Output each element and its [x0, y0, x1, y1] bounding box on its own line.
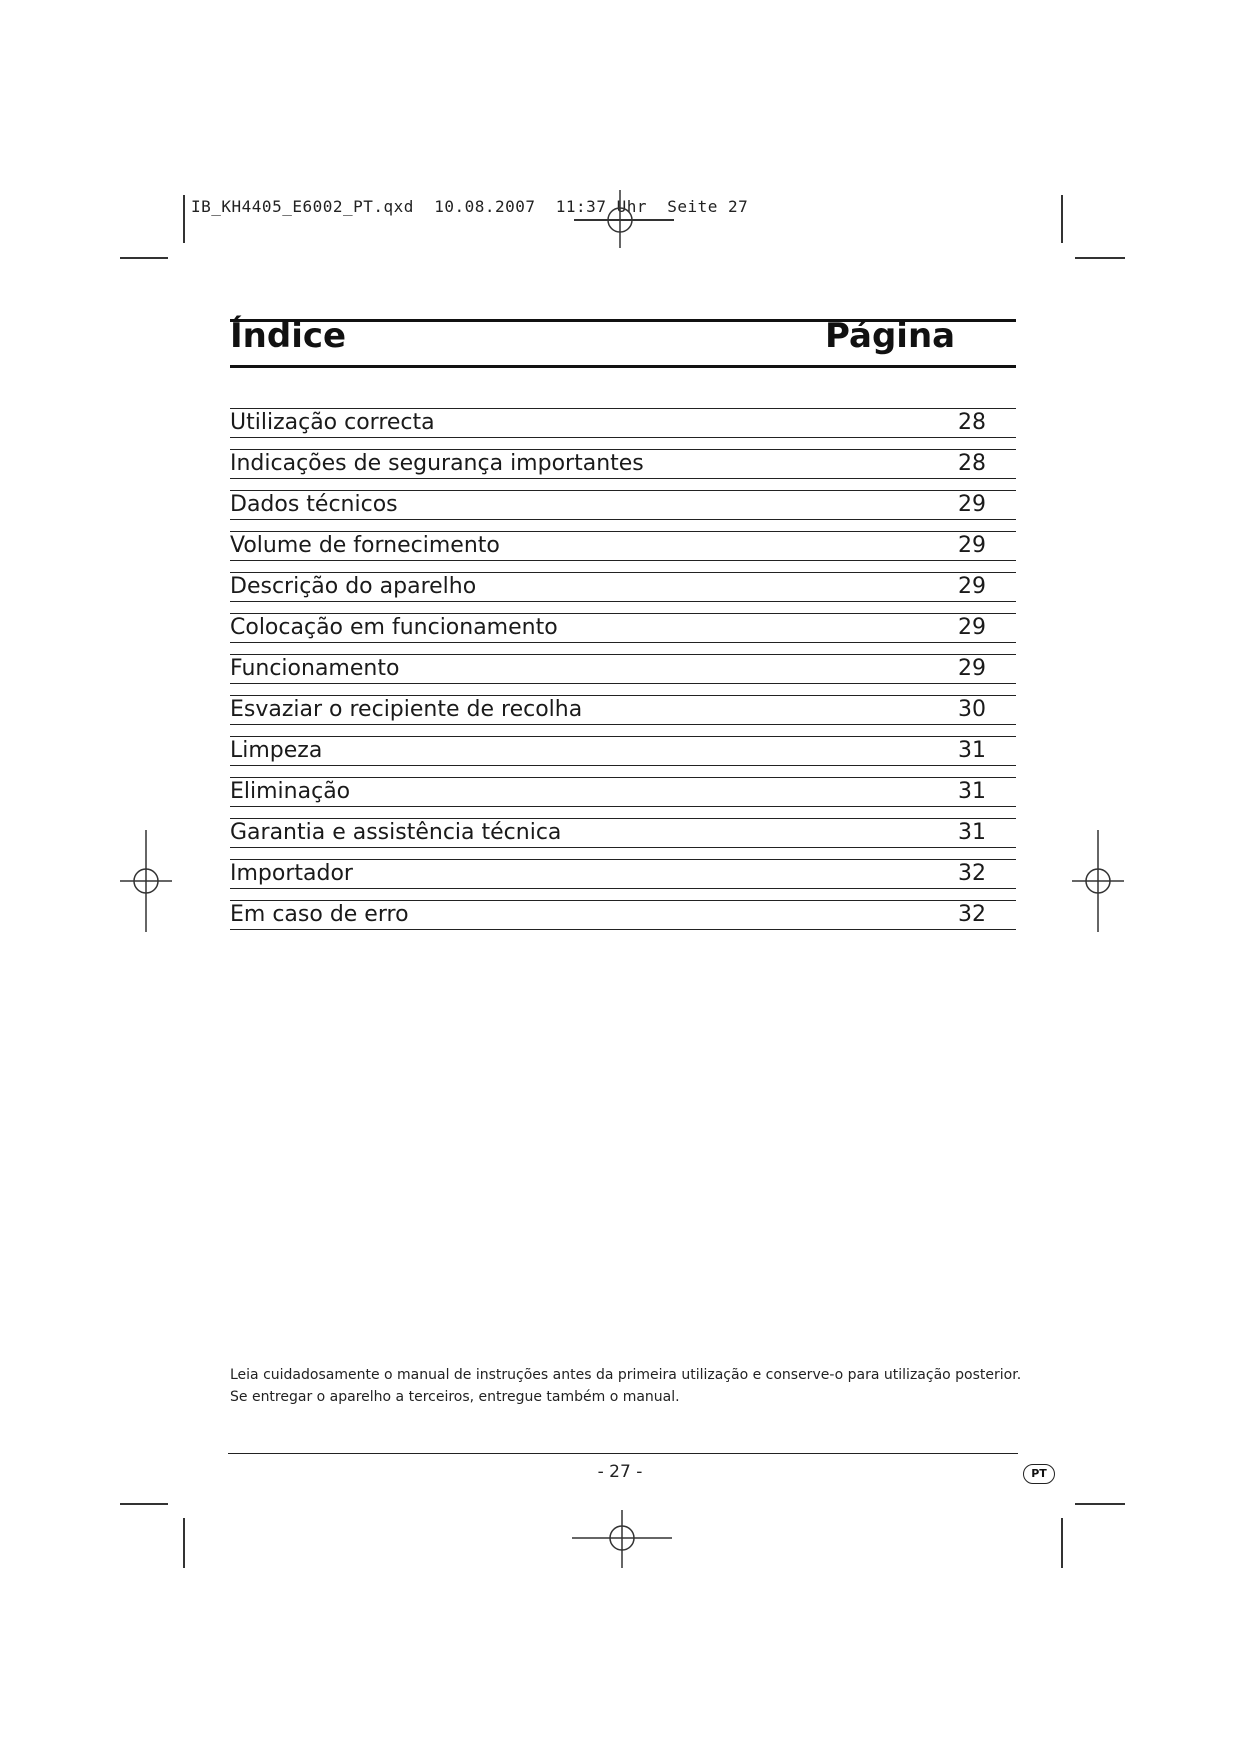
crop-mark-top-right-h [1075, 257, 1125, 259]
usage-note-line-1: Leia cuidadosamente o manual de instruções antes da primeira utilização e conserve-o para utilização posterior. [230, 1367, 1022, 1383]
crop-mark-top-right-v [1061, 195, 1063, 243]
toc-entry-page: 31 [958, 779, 986, 804]
table-of-contents [230, 408, 1016, 928]
toc-entry-page: 29 [958, 533, 986, 558]
toc-entry-page: 31 [958, 738, 986, 763]
toc-entry-page: 29 [958, 615, 986, 640]
toc-row[interactable] [230, 777, 1016, 818]
toc-row[interactable] [230, 490, 1016, 531]
toc-row[interactable] [230, 531, 1016, 572]
crop-mark-bottom-left-v [183, 1518, 185, 1568]
crop-mark-top-left-v [183, 195, 185, 243]
crop-mark-bottom-right-h [1075, 1503, 1125, 1505]
toc-entry-label: Funcionamento [230, 656, 400, 681]
toc-entry-label: Garantia e assistência técnica [230, 820, 562, 845]
page-column-label: Página [825, 316, 956, 356]
toc-entry-label: Limpeza [230, 738, 323, 763]
registration-mark-top-icon [590, 190, 650, 248]
toc-entry-page: 29 [958, 656, 986, 681]
print-slug: IB_KH4405_E6002_PT.qxd 10.08.2007 11:37 Uhr Seite 27 [191, 197, 749, 216]
toc-row[interactable] [230, 654, 1016, 695]
title-bottom-rule [230, 365, 1016, 368]
registration-mark-left-icon [120, 830, 172, 932]
toc-entry-label: Dados técnicos [230, 492, 398, 517]
toc-entry-label: Volume de fornecimento [230, 533, 500, 558]
toc-row[interactable] [230, 736, 1016, 777]
toc-entry-label: Utilização correcta [230, 410, 435, 435]
toc-entry-page: 31 [958, 820, 986, 845]
toc-entry-page: 32 [958, 902, 986, 927]
toc-entry-label: Importador [230, 861, 353, 886]
page-title: Índice [230, 316, 347, 356]
toc-row[interactable] [230, 900, 1016, 928]
crop-mark-top-left-h [120, 257, 168, 259]
toc-entry-page: 32 [958, 861, 986, 886]
language-badge: PT [1023, 1464, 1055, 1484]
toc-row[interactable] [230, 572, 1016, 613]
crop-mark-bottom-right-v [1061, 1518, 1063, 1568]
toc-entry-page: 28 [958, 451, 986, 476]
page-number: - 27 - [597, 1462, 643, 1482]
toc-row[interactable] [230, 818, 1016, 859]
toc-entry-label: Em caso de erro [230, 902, 409, 927]
toc-row[interactable] [230, 859, 1016, 900]
toc-row[interactable] [230, 449, 1016, 490]
registration-mark-right-icon [1072, 830, 1124, 932]
usage-note [230, 1364, 1021, 1408]
toc-row[interactable] [230, 695, 1016, 736]
toc-entry-label: Esvaziar o recipiente de recolha [230, 697, 583, 722]
crop-mark-bottom-left-h [120, 1503, 168, 1505]
toc-entry-label: Colocação em funcionamento [230, 615, 558, 640]
usage-note-line-2: Se entregar o aparelho a terceiros, entregue também o manual. [230, 1389, 680, 1405]
toc-row[interactable] [230, 408, 1016, 449]
toc-entry-label: Eliminação [230, 779, 351, 804]
footer-rule [228, 1453, 1018, 1454]
toc-entry-page: 28 [958, 410, 986, 435]
toc-entry-label: Indicações de segurança importantes [230, 451, 644, 476]
toc-entry-label: Descrição do aparelho [230, 574, 477, 599]
toc-entry-page: 29 [958, 492, 986, 517]
registration-mark-bottom-icon [572, 1510, 672, 1568]
toc-entry-page: 29 [958, 574, 986, 599]
toc-row[interactable] [230, 613, 1016, 654]
toc-entry-page: 30 [958, 697, 986, 722]
